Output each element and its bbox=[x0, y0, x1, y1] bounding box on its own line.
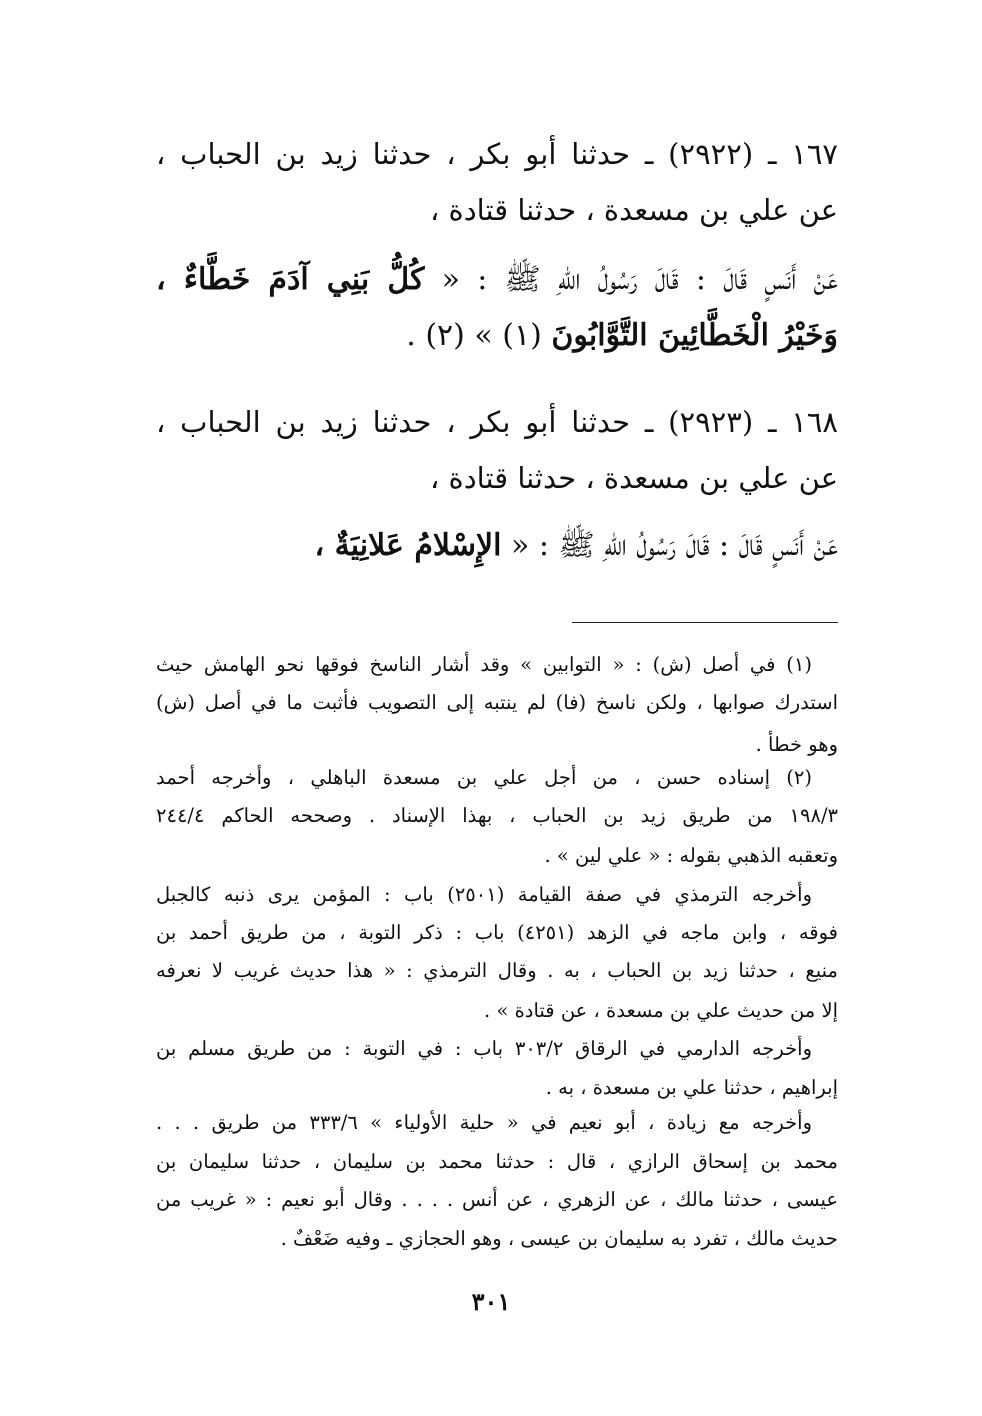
hadith-167-matn-line-1 bbox=[156, 260, 838, 300]
footnote-line: محمد بن إسحاق الرازي ، قال : حدثنا محمد بن سليمان ، حدثنا سليمان بن bbox=[156, 1150, 838, 1173]
footnote-line: عيسى ، حدثنا مالك ، عن الزهري ، عن أنس . . . . وقال أبو نعيم : « غريب من bbox=[156, 1188, 838, 1211]
footnote-line: وتعقبه الذهبي بقوله : « علي لين » . bbox=[544, 844, 838, 867]
hadith-167-chain-line-2: عن علي بن مسعدة ، حدثنا قتادة ، bbox=[429, 193, 838, 227]
hadith-167-matn-tail: (١) » (٢) . bbox=[406, 318, 552, 353]
hadith-168-matn-intro: عَنْ أَنَسٍ قَالَ : قَالَ رَسُولُ اللهِ ﷺ : « bbox=[510, 528, 838, 563]
hadith-168-chain-line-2: عن علي بن مسعدة ، حدثنا قتادة ، bbox=[429, 461, 838, 495]
footnote-line: وهو خطأ . bbox=[755, 733, 838, 756]
footnote-divider bbox=[572, 622, 838, 623]
hadith-167-chain-line-1: ١٦٧ ـ (٢٩٢٢) ـ حدثنا أبو بكر ، حدثنا زيد بن الحباب ، bbox=[156, 137, 838, 171]
page-number: ٣٠١ bbox=[471, 1287, 511, 1316]
hadith-167-matn-line-2 bbox=[406, 316, 838, 356]
footnote-line: إلا من حديث علي بن مسعدة ، عن قتادة » . bbox=[484, 999, 838, 1022]
footnote-line: وأخرجه مع زيادة ، أبو نعيم في « حلية الأولياء » ٣٣٣/٦ من طريق . . . bbox=[156, 1111, 812, 1134]
footnote-line: ١٩٨/٣ من طريق زيد بن الحباب ، بهذا الإسناد . وصححه الحاكم ٢٤٤/٤ bbox=[156, 804, 838, 827]
footnote-line: استدرك صوابها ، ولكن ناسخ (فا) لم ينتبه إلى التصويب فأثبت ما في أصل (ش) bbox=[156, 691, 838, 714]
footnote-line: وأخرجه الترمذي في صفة القيامة (٢٥٠١) باب : المؤمن يرى ذنبه كالجبل bbox=[156, 883, 812, 906]
footnote-line: منيع ، حدثنا زيد بن الحباب ، به . وقال الترمذي : « هذا حديث غريب لا نعرفه bbox=[156, 959, 838, 982]
hadith-168-matn-line-1 bbox=[314, 526, 838, 566]
hadith-168-chain-line-1: ١٦٨ ـ (٢٩٢٣) ـ حدثنا أبو بكر ، حدثنا زيد بن الحباب ، bbox=[156, 405, 838, 439]
footnote-line: وأخرجه الدارمي في الرقاق ٣٠٣/٢ باب : في التوبة : من طريق مسلم بن bbox=[156, 1037, 812, 1060]
hadith-167-matn-intro: عَنْ أَنَسٍ قَالَ : قَالَ رَسُولُ اللهِ ﷺ : « bbox=[441, 262, 838, 297]
hadith-167-matn-text-2: وَخَيْرُ الْخَطَّائِينَ التَّوَّابُونَ bbox=[551, 318, 838, 353]
footnote-line: (٢) إسناده حسن ، من أجل علي بن مسعدة الباهلي ، وأخرجه أحمد bbox=[156, 766, 812, 789]
footnote-line: حديث مالك ، تفرد به سليمان بن عيسى ، وهو الحجازي ـ وفيه ضَعْفٌ . bbox=[280, 1227, 838, 1250]
footnote-line: (١) في أصل (ش) : « التوابين » وقد أشار الناسخ فوقها نحو الهامش حيث bbox=[156, 653, 812, 676]
hadith-168-matn-text-1: الإِسْلامُ عَلانِيَةٌ ، bbox=[314, 528, 502, 563]
footnote-line: إبراهيم ، حدثنا علي بن مسعدة ، به . bbox=[545, 1076, 838, 1099]
hadith-167-matn-text-1: كُلُّ بَنِي آدَمَ خَطَّاءٌ ، bbox=[156, 262, 425, 297]
footnote-line: فوقه ، وابن ماجه في الزهد (٤٢٥١) باب : ذكر التوبة ، من طريق أحمد بن bbox=[156, 921, 838, 944]
